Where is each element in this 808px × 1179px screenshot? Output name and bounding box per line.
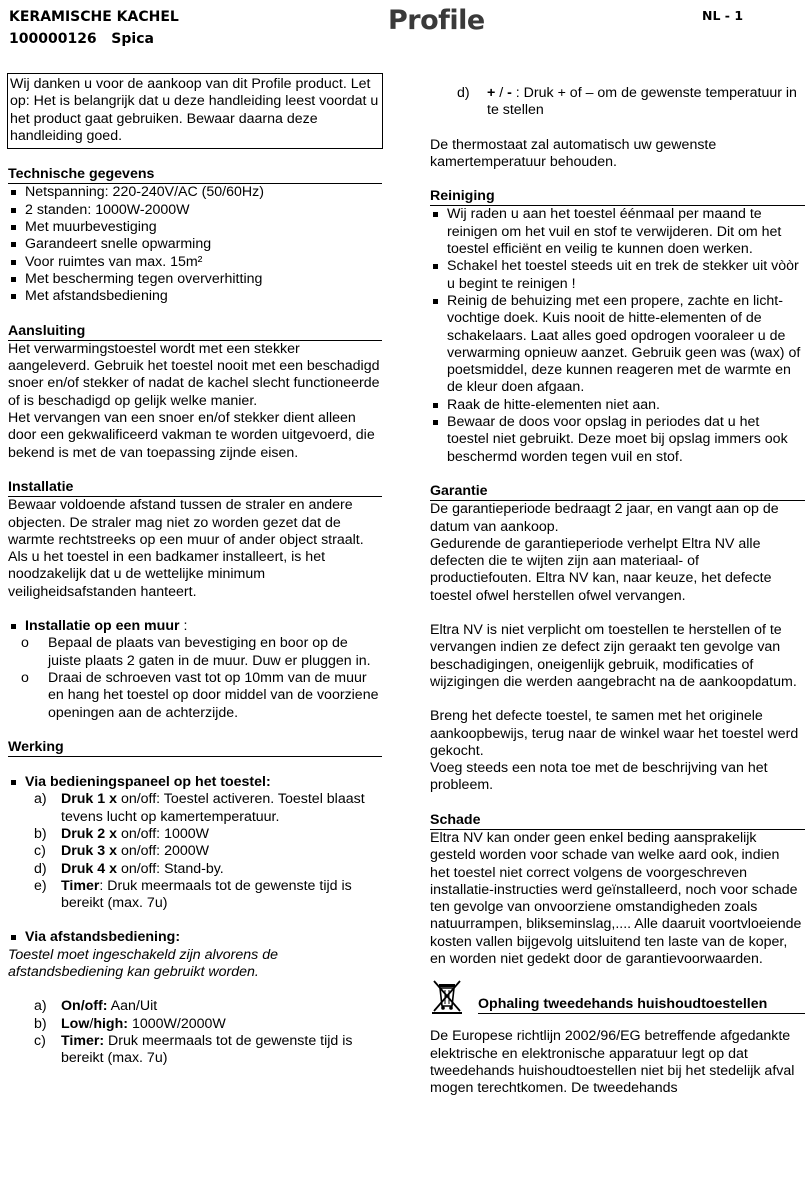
list-item: Met afstandsbediening xyxy=(8,288,382,305)
remote-list-continued xyxy=(430,85,802,120)
cleaning-list xyxy=(430,206,802,465)
list-item xyxy=(21,669,382,722)
list-item xyxy=(34,1015,382,1033)
list-item-bold: On/off: xyxy=(61,998,108,1015)
list-item xyxy=(457,85,802,120)
list-item-text: 1000W/2000W xyxy=(128,1015,226,1032)
list-item xyxy=(34,843,382,860)
list-item-bold: Druk 3 x xyxy=(61,843,117,860)
list-item-text: Druk meermaals tot de gewenste tijd is bereikt (max. 7u) xyxy=(61,1032,353,1067)
list-item: Wij raden u aan het toestel éénmaal per maand te reinigen om het vuil en stof te verwijderen. Dit om het toestel efficiënt en veilig te kunnen doen werken. xyxy=(430,206,802,258)
document-header xyxy=(9,6,179,50)
list-marker: d) xyxy=(457,85,470,101)
list-marker: a) xyxy=(34,998,47,1015)
list-item xyxy=(34,825,382,843)
list-item-bold: Low xyxy=(61,1015,90,1032)
garantie-p1: De garantieperiode bedraagt 2 jaar, en vangt aan op de datum van aankoop. xyxy=(430,501,779,535)
list-item: Schakel het toestel steeds uit en trek de stekker uit vòòr u begint te reinigen ! xyxy=(430,258,802,293)
right-column xyxy=(430,85,802,1098)
product-type: KERAMISCHE KACHEL xyxy=(9,9,179,25)
list-item: 2 standen: 1000W-2000W xyxy=(8,202,382,219)
circle-bullet: o xyxy=(21,669,29,686)
list-item: Met muurbevestiging xyxy=(8,219,382,236)
panel-list xyxy=(8,791,382,912)
heading-werking: Werking xyxy=(8,739,382,757)
left-column xyxy=(8,73,382,1068)
aansluiting-p2: Het vervangen van een snoer en/of stekker dient alleen door een gekwalificeerd vakman te worden uitgevoerd, die bekend is met de van toepassing zijnde eisen. xyxy=(8,410,375,461)
heading-installatie: Installatie xyxy=(8,479,382,497)
ophaling-p1: De Europese richtlijn 2002/96/EG betreffende afgedankte elektrische en elektronische apparatuur legt op dat tweedehands huishoudtoestellen niet bij het stedelijk afval mogen terechtkomen. De tweedehands xyxy=(430,1028,795,1097)
list-item-bold: Druk 2 x xyxy=(61,825,117,842)
list-item: Garandeert snelle opwarming xyxy=(8,236,382,253)
intro-text: Wij danken u voor de aankoop van dit Profile product. Let op: Het is belangrijk dat u deze handleiding leest voordat u het product gaat gebruiken. Bewaar daarna deze handleiding goed. xyxy=(10,76,379,144)
profile-logo: Profile xyxy=(388,5,485,36)
garantie-p4: Breng het defecte toestel, te samen met het originele aankoopbewijs, terug naar de winkel waar het toestel werd gekocht. xyxy=(430,708,799,759)
garantie-p2: Gedurende de garantieperiode verhelpt Eltra NV alle defecten die te wijten zijn aan materiaal- of productiefouten. Eltra NV kan, naar keuze, het defecte toestel ofwel herstellen ofwel vervangen. xyxy=(430,535,772,604)
garantie-p3: Eltra NV is niet verplicht om toestellen te herstellen of te vervangen indien ze defect zijn geraakt ten gevolge van beschadigingen, oneigenlijk gebruik, modificaties of wijzigingen die werden aangebracht na de aankoopdatum. xyxy=(430,622,797,690)
crossed-bin-icon xyxy=(430,978,464,1014)
panel-title: Via bedieningspaneel op het toestel: xyxy=(8,774,382,791)
aansluiting-p1: Het verwarmingstoestel wordt met een stekker aangeleverd. Gebruik het toestel nooit met een beschadigd snoer en/of stekker of nadat de kachel slecht functioneerde of is beschadigd op gelijk welke manier. xyxy=(8,340,380,409)
list-item-text: on/off: 2000W xyxy=(117,843,210,860)
list-item xyxy=(34,877,382,913)
list-item-text: : Druk meermaals tot de gewenste tijd is bereikt (max. 7u) xyxy=(61,877,352,912)
remote-list xyxy=(8,998,382,1067)
list-item xyxy=(34,791,382,826)
list-marker: d) xyxy=(34,860,47,877)
list-marker: b) xyxy=(34,825,47,842)
wall-install-colon: : xyxy=(179,618,188,635)
list-item: Met bescherming tegen oververhitting xyxy=(8,271,382,288)
weee-heading-row xyxy=(430,978,802,1014)
installatie-p2: Als u het toestel in een badkamer installeert, is het noodzakelijk dat u de wettelijke minimum veiligheidsafstanden hanteert. xyxy=(8,549,326,600)
list-item: Voor ruimtes van max. 15m² xyxy=(8,254,382,271)
wall-install-list xyxy=(8,635,382,721)
list-item-text: Draai de schroeven vast tot op 10mm van de muur en hang het toestel op door middel van de voorziene openingen aan de achterzijde. xyxy=(48,669,379,721)
heading-ophaling: Ophaling tweedehands huishoudtoestellen xyxy=(478,996,805,1014)
list-marker: c) xyxy=(34,1032,46,1049)
heading-schade: Schade xyxy=(430,812,805,830)
list-item-text: on/off: 1000W xyxy=(117,825,210,842)
list-item: Reinig de behuizing met een propere, zachte en licht-vochtige doek. Kuis nooit de hitte-elementen of de schakelaars. Laat alles goed opdrogen vooraleer u de verwarming opnieuw aanzet. Gebruik geen was (wax) of poetsmiddel, deze kunnen reageren met de warmte en de kleur doen afgaan. xyxy=(430,293,802,397)
separator: / xyxy=(495,85,508,101)
schade-p1: Eltra NV kan onder geen enkel beding aansprakelijk gesteld worden voor schade van welke aard ook, indien het toestel niet correct volgens de voorgeschreven installatie-instructies werd geïnstalleerd, noch voor schade ten gevolge van onvoorziene omstandigheden zoals natuurrampen, blikseminslag,.... Alle daaruit voortvloeiende kosten vallen bijgevolg uitsluitend ten laste van de koper, en worden niet gedekt door de garantievoorwaarden. xyxy=(430,829,802,968)
list-item xyxy=(34,860,382,878)
list-item-bold: Druk 1 x xyxy=(61,791,117,808)
list-marker: e) xyxy=(34,877,47,894)
list-marker: a) xyxy=(34,791,47,808)
list-item-text: : Druk + of – om de gewenste temperatuur in te stellen xyxy=(487,85,797,119)
list-item xyxy=(21,635,382,670)
list-marker: b) xyxy=(34,1015,47,1032)
list-item-bold: Timer: xyxy=(61,1032,105,1049)
heading-technische-gegevens: Technische gegevens xyxy=(8,166,382,184)
intro-box xyxy=(7,73,383,149)
list-item-bold: high: xyxy=(93,1015,128,1032)
page-number: NL - 1 xyxy=(702,8,744,23)
remote-note: Toestel moet ingeschakeld zijn alvorens de afstandsbediening kan gebruikt worden. xyxy=(8,946,278,981)
heading-aansluiting: Aansluiting xyxy=(8,323,382,341)
heading-reiniging: Reiniging xyxy=(430,188,805,206)
circle-bullet: o xyxy=(21,635,29,652)
list-marker: c) xyxy=(34,843,46,860)
plus-symbol: + xyxy=(487,85,496,101)
product-code: 100000126 Spica xyxy=(9,31,154,47)
list-item-text: Bepaal de plaats van bevestiging en boor op de juiste plaats 2 gaten in de muur. Duw er pluggen in. xyxy=(48,635,371,669)
list-item xyxy=(34,1032,382,1068)
list-item-text: Aan/Uit xyxy=(107,998,158,1015)
garantie-p5: Voeg steeds een nota toe met de beschrijving van het probleem. xyxy=(430,760,768,794)
minus-symbol: - xyxy=(507,85,512,101)
list-item xyxy=(34,998,382,1015)
remote-title: Via afstandsbediening: xyxy=(8,929,382,946)
thermostat-text: De thermostaat zal automatisch uw gewenste kamertemperatuur behouden. xyxy=(430,136,717,170)
list-item-bold: Druk 4 x xyxy=(61,860,117,877)
list-item: Raak de hitte-elementen niet aan. xyxy=(430,397,802,414)
wall-install-label: Installatie op een muur xyxy=(25,618,180,635)
list-item-slash: / xyxy=(89,1015,94,1032)
heading-garantie: Garantie xyxy=(430,483,805,501)
list-item-text: on/off: Toestel activeren. Toestel blaast tevens lucht op kamertemperatuur. xyxy=(61,791,365,825)
wall-install-title xyxy=(8,618,382,635)
list-item: Bewaar de doos voor opslag in periodes dat u het toestel niet gebruikt. Deze moet bij opslag immers ook beschermd worden tegen vuil en stof. xyxy=(430,414,802,466)
tech-list xyxy=(8,184,382,305)
list-item: Netspanning: 220-240V/AC (50/60Hz) xyxy=(8,184,382,201)
installatie-p1: Bewaar voldoende afstand tussen de straler en andere objecten. De straler mag niet zo worden gezet dat de warmte rechtstreeks op een muur of ander object straalt. xyxy=(8,497,364,548)
list-item-text: on/off: Stand-by. xyxy=(117,860,224,877)
list-item-bold: Timer xyxy=(61,877,100,894)
